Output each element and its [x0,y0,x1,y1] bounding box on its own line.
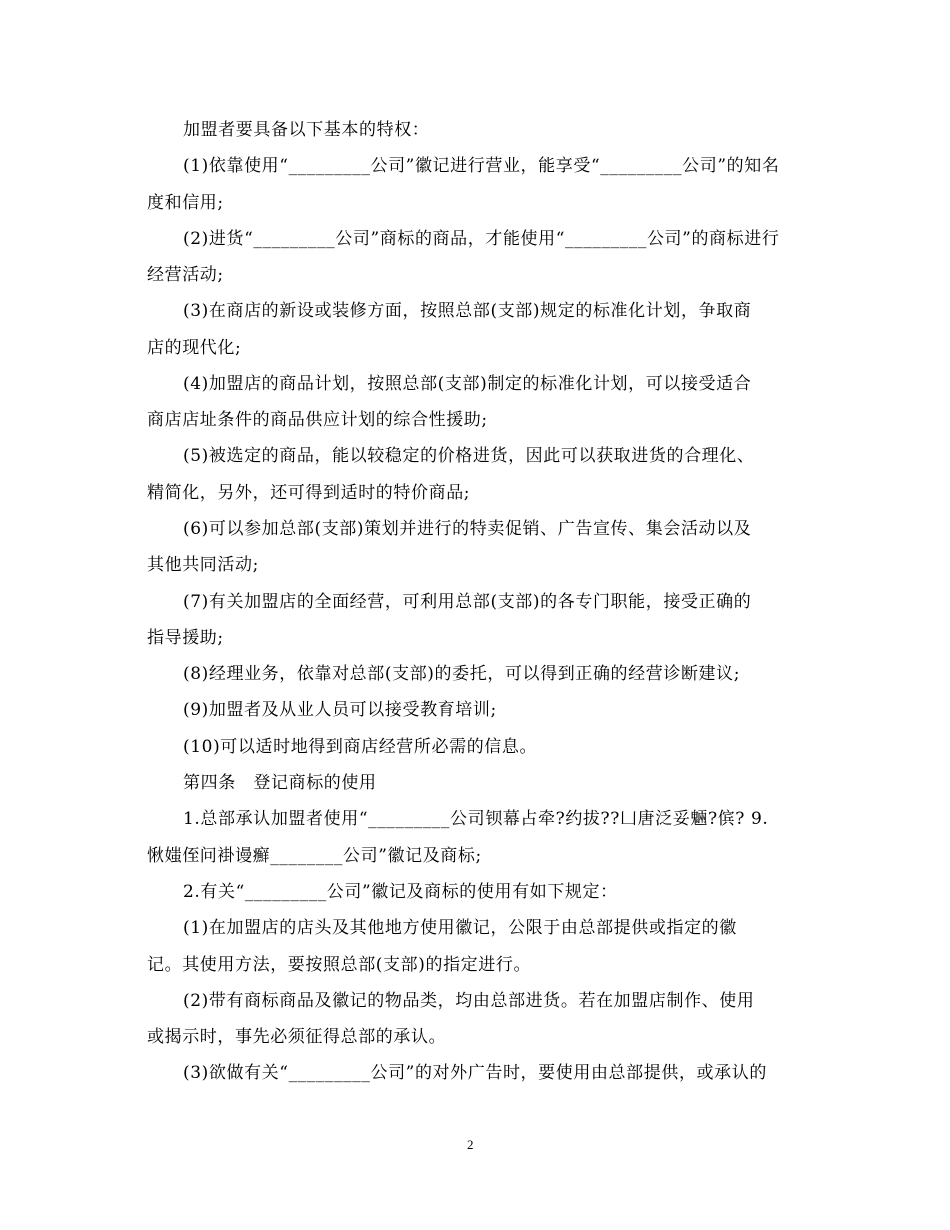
paragraph-line: (5)被选定的商品，能以较稳定的价格进货，因此可以获取进货的合理化、 [183,446,755,466]
paragraph-line: 商店店址条件的商品供应计划的综合性援助; [147,410,488,430]
paragraph-line: 指导援助; [147,628,224,648]
paragraph-line: (6)可以参加总部(支部)策划并进行的特卖促销、广告宣传、集会活动以及 [183,519,752,539]
paragraph-line: 其他共同活动; [147,555,259,575]
paragraph-line: 店的现代化; [147,338,242,358]
paragraph-line: (2)进货“_________公司”商标的商品，才能使用“_________公司”的商标进行 [183,229,780,249]
paragraph-line: 或揭示时，事先必须征得总部的承认。 [147,1027,447,1047]
paragraph-line: (3)在商店的新设或装修方面，按照总部(支部)规定的标准化计划，争取商 [183,301,752,321]
page-number: 2 [467,1137,474,1152]
paragraph-line: 经营活动; [147,265,224,285]
paragraph-line: (10)可以适时地得到商店经营所必需的信息。 [183,737,538,757]
paragraph-line: 加盟者要具备以下基本的特权： [183,120,430,140]
paragraph-line: 记。其使用方法，要按照总部(支部)的指定进行。 [147,955,532,975]
paragraph-line: 2.有关“_________公司”徽记及商标的使用有如下规定： [183,882,618,902]
paragraph-line: (3)欲做有关“_________公司”的对外广告时，要使用由总部提供，或承认的 [183,1063,767,1083]
paragraph-line: 愀媸侄问褂谩癬________公司”徽记及商标; [147,846,482,866]
paragraph-line: 1.总部承认加盟者使用“_________公司钡幕占牵?约拔??凵唐泛妥魎?傧? 9. [183,809,769,829]
paragraph-line: (4)加盟店的商品计划，按照总部(支部)制定的标准化计划，可以接受适合 [183,374,752,394]
paragraph-line: (9)加盟者及从业人员可以接受教育培训; [183,700,497,720]
paragraph-line: (7)有关加盟店的全面经营，可利用总部(支部)的各专门职能，接受正确的 [183,592,752,612]
paragraph-line: (8)经理业务，依靠对总部(支部)的委托，可以得到正确的经营诊断建议; [183,664,741,684]
paragraph-line: (2)带有商标商品及徽记的物品类，均由总部进货。若在加盟店制作、使用 [183,991,755,1011]
paragraph-line: (1)依靠使用“_________公司”徽记进行营业，能享受“_________公司”的知名 [183,156,780,176]
section-heading: 第四条 登记商标的使用 [183,773,377,793]
paragraph-line: (1)在加盟店的店头及其他地方使用徽记，公限于由总部提供或指定的徽 [183,918,737,938]
paragraph-line: 度和信用; [147,193,224,213]
paragraph-line: 精简化，另外，还可得到适时的特价商品; [147,483,471,503]
